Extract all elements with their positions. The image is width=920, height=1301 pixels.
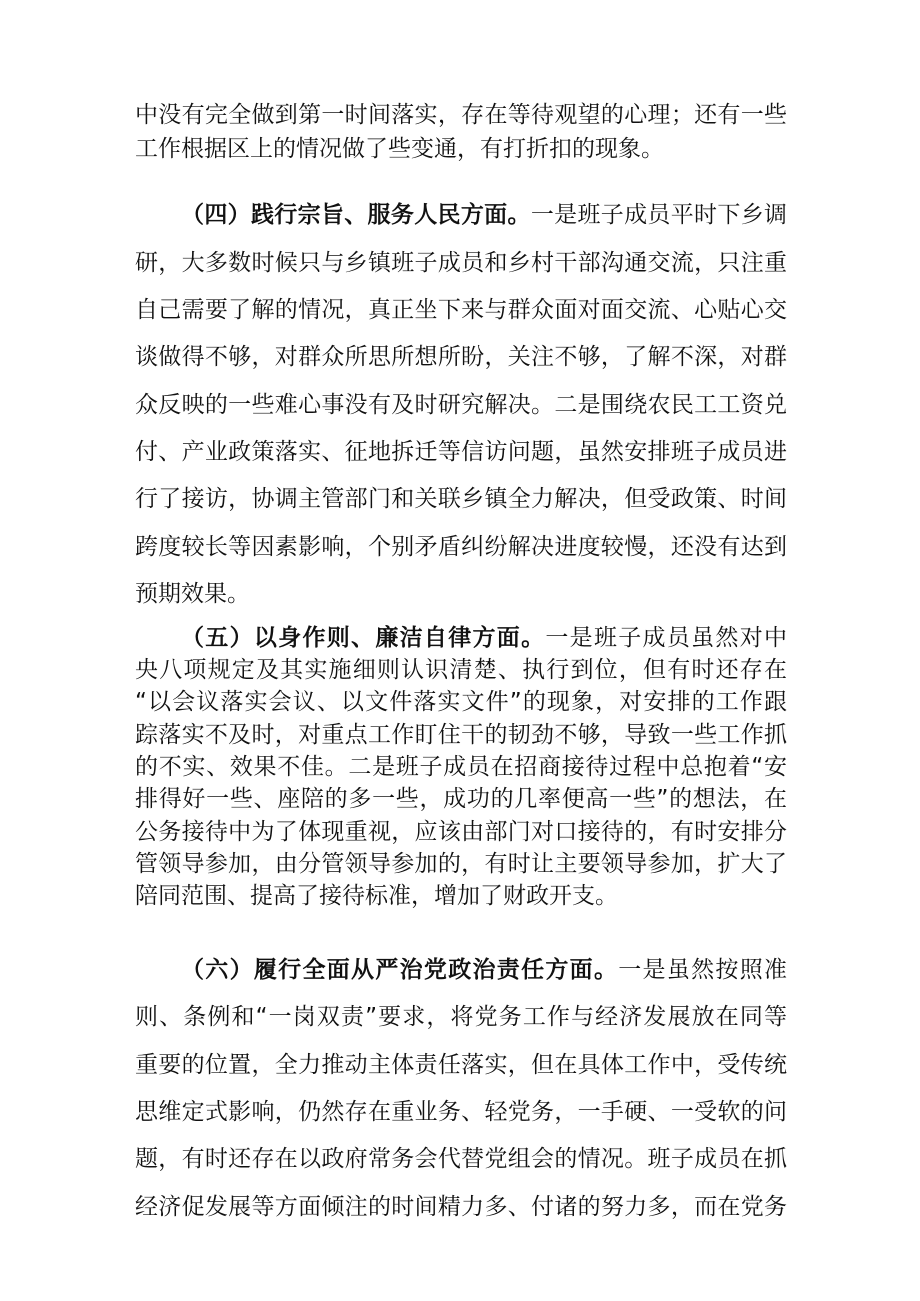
paragraph-line: 的不实、效果不佳。二是班子成员在招商接待过程中总抱着“安 bbox=[135, 754, 787, 780]
paragraph-line: “以会议落实会议、以文件落实文件”的现象，对安排的工作跟 bbox=[135, 689, 787, 715]
paragraph-line: 自己需要了解的情况，真正坐下来与群众面对面交流、心贴心交 bbox=[135, 297, 787, 323]
paragraph-line: 重要的位置，全力推动主体责任落实，但在具体工作中，受传统 bbox=[135, 1052, 787, 1078]
paragraph-line: 公务接待中为了体现重视，应该由部门对口接待的，有时安排分 bbox=[135, 819, 787, 845]
section-heading: （五）以身作则、廉洁自律方面。 bbox=[181, 625, 546, 651]
paragraph-line: 经济促发展等方面倾注的时间精力多、付诸的努力多，而在党务 bbox=[135, 1194, 787, 1220]
paragraph-line: 题，有时还存在以政府常务会代替党组会的情况。班子成员在抓 bbox=[135, 1146, 787, 1172]
paragraph-line: 工作根据区上的情况做了些变通，有打折扣的现象。 bbox=[135, 136, 664, 162]
section-heading: （六）履行全面从严治党政治责任方面。 bbox=[181, 957, 619, 983]
paragraph-line: 行了接访，协调主管部门和关联乡镇全力解决，但受政策、时间 bbox=[135, 486, 787, 512]
paragraph-line: 陪同范围、提高了接待标准，增加了财政开支。 bbox=[135, 883, 618, 909]
paragraph-line: 央八项规定及其实施细则认识清楚、执行到位，但有时还存在 bbox=[135, 657, 787, 683]
section-heading-line: （五）以身作则、廉洁自律方面。一是班子成员虽然对中 bbox=[181, 625, 787, 651]
paragraph-line: 管领导参加，由分管领导参加的，有时让主要领导参加，扩大了 bbox=[135, 851, 787, 877]
paragraph-line: 谈做得不够，对群众所思所想所盼，关注不够，了解不深，对群 bbox=[135, 344, 787, 370]
paragraph-line: 中没有完全做到第一时间落实，存在等待观望的心理；还有一些 bbox=[135, 102, 787, 128]
section-heading-line: （四）践行宗旨、服务人民方面。一是班子成员平时下乡调 bbox=[181, 202, 787, 228]
paragraph-line: 思维定式影响，仍然存在重业务、轻党务，一手硬、一受软的问 bbox=[135, 1099, 787, 1125]
paragraph-line: 排得好一些、座陪的多一些，成功的几率便高一些”的想法，在 bbox=[135, 786, 787, 812]
paragraph-line: 研，大多数时候只与乡镇班子成员和乡村干部沟通交流，只注重 bbox=[135, 250, 787, 276]
paragraph-line: 跨度较长等因素影响，个别矛盾纠纷解决进度较慢，还没有达到 bbox=[135, 534, 787, 560]
paragraph-line: 踪落实不及时，对重点工作盯住干的韧劲不够，导致一些工作抓 bbox=[135, 722, 787, 748]
section-heading-line: （六）履行全面从严治党政治责任方面。一是虽然按照准 bbox=[181, 957, 787, 983]
paragraph-line: 则、条例和“一岗双责”要求，将党务工作与经济发展放在同等 bbox=[135, 1004, 787, 1030]
section-heading: （四）践行宗旨、服务人民方面。 bbox=[181, 202, 531, 228]
paragraph-line: 付、产业政策落实、征地拆迁等信访问题，虽然安排班子成员进 bbox=[135, 439, 787, 465]
paragraph-line: 众反映的一些难心事没有及时研究解决。二是围绕农民工工资兑 bbox=[135, 392, 787, 418]
paragraph-line: 预期效果。 bbox=[135, 581, 250, 607]
